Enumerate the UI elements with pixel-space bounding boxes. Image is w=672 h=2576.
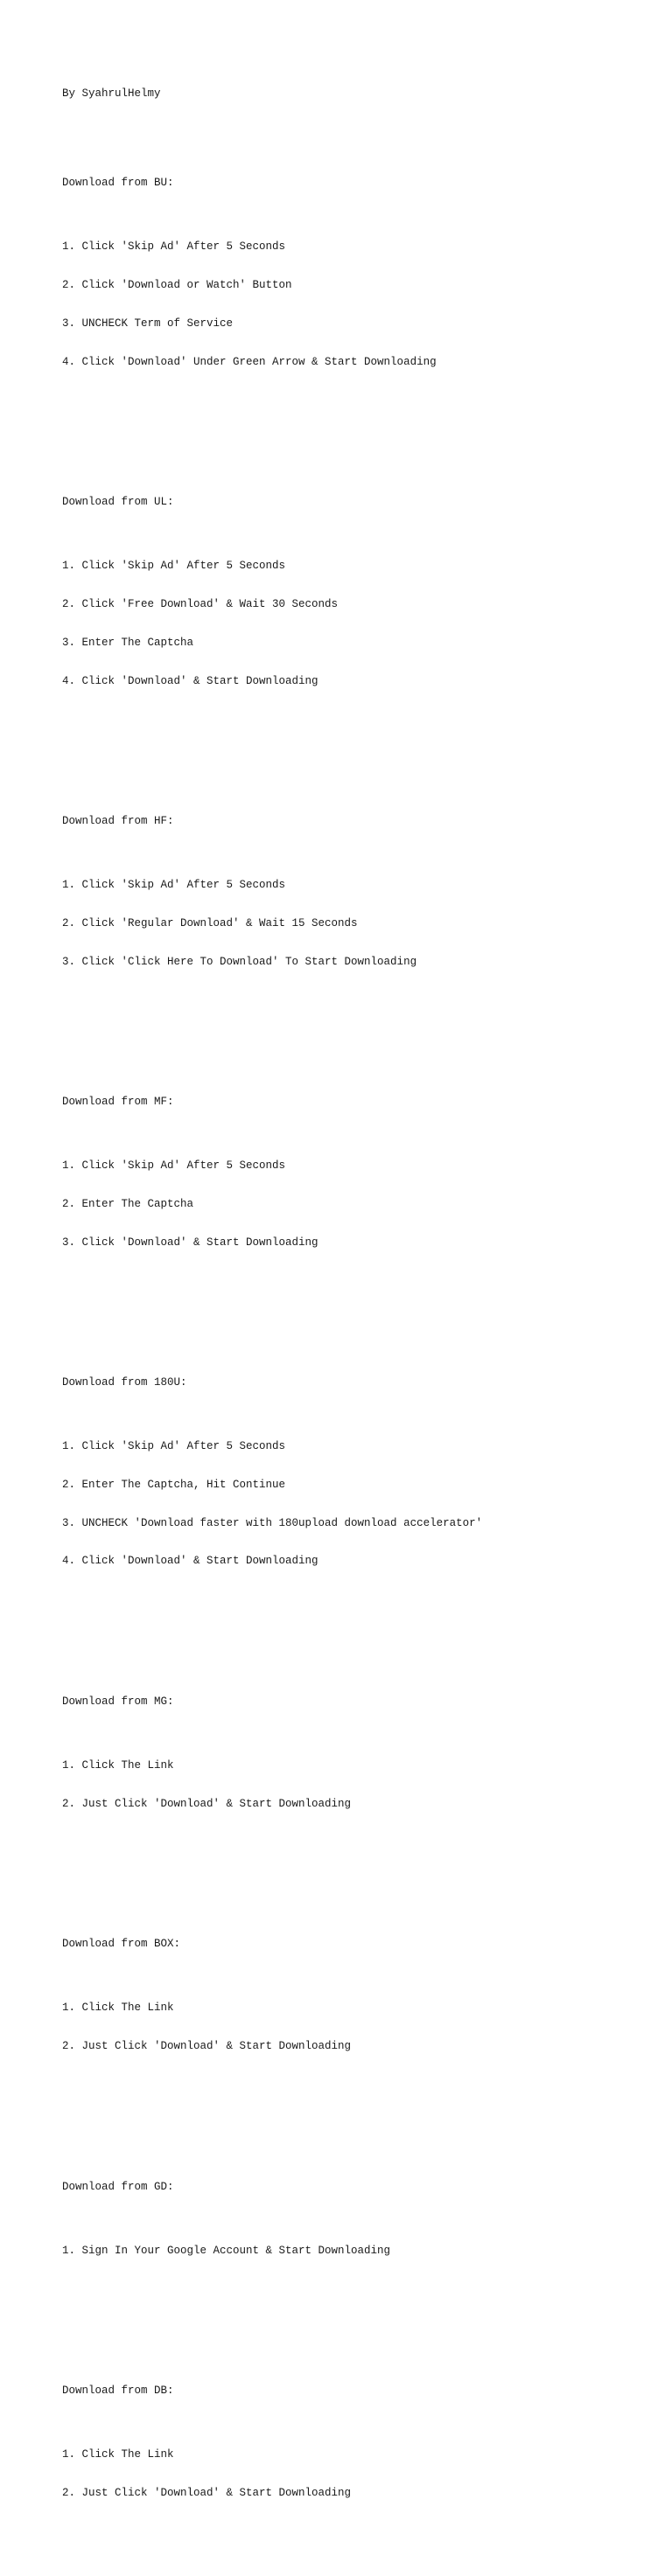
section-title: Download from BU:	[62, 177, 174, 190]
section-mf	[62, 1070, 657, 1300]
section-180u	[62, 1351, 657, 1619]
step-item: 1. Click 'Skip Ad' After 5 Seconds	[62, 1440, 286, 1453]
document-page	[62, 62, 657, 2576]
section-title: Download from UL:	[62, 496, 174, 509]
section-title: Download from BOX:	[62, 1938, 181, 1951]
step-item: 2. Enter The Captcha	[62, 1197, 194, 1210]
section-mg	[62, 1670, 657, 1862]
step-item: 3. Click 'Download' & Start Downloading	[62, 1236, 318, 1249]
step-item: 2. Just Click 'Download' & Start Downloading	[62, 2486, 352, 2499]
step-item: 2. Click 'Regular Download' & Wait 15 Seconds	[62, 916, 358, 929]
step-item: 2. Click 'Download or Watch' Button	[62, 279, 292, 292]
step-item: 1. Click The Link	[62, 1758, 174, 1772]
step-item: 3. Enter The Captcha	[62, 636, 194, 649]
step-item: 1. Click The Link	[62, 2002, 174, 2015]
step-list	[62, 1415, 657, 1593]
step-list	[62, 215, 657, 393]
step-item: 3. Click 'Click Here To Download' To Start Downloading	[62, 955, 417, 968]
step-list	[62, 1734, 657, 1836]
section-bu	[62, 151, 657, 419]
section-title: Download from MF:	[62, 1096, 174, 1109]
step-item: 1. Click 'Skip Ad' After 5 Seconds	[62, 1159, 286, 1173]
step-item: 2. Just Click 'Download' & Start Downloading	[62, 2040, 352, 2053]
section-hf	[62, 790, 657, 1020]
step-item: 1. Click 'Skip Ad' After 5 Seconds	[62, 560, 286, 573]
section-title: Download from HF:	[62, 815, 174, 828]
step-list	[62, 1134, 657, 1275]
section-title: Download from DB:	[62, 2385, 174, 2398]
step-list	[62, 534, 657, 713]
step-item: 2. Click 'Free Download' & Wait 30 Seconds	[62, 597, 339, 610]
section-title: Download from MG:	[62, 1695, 174, 1708]
section-db	[62, 2359, 657, 2551]
step-list	[62, 1976, 657, 2078]
section-box	[62, 1912, 657, 2104]
step-item: 3. UNCHECK Term of Service	[62, 317, 234, 330]
step-item: 1. Click 'Skip Ad' After 5 Seconds	[62, 240, 286, 254]
step-list	[62, 2218, 657, 2282]
author-line: By SyahrulHelmy	[62, 87, 161, 101]
step-item: 2. Enter The Captcha, Hit Continue	[62, 1478, 286, 1491]
section-title: Download from GD:	[62, 2180, 174, 2193]
step-item: 1. Click The Link	[62, 2448, 174, 2461]
step-item: 4. Click 'Download' & Start Downloading	[62, 674, 318, 687]
section-title: Download from 180U:	[62, 1376, 187, 1389]
step-item: 1. Sign In Your Google Account & Start Downloading	[62, 2244, 391, 2257]
step-item: 2. Just Click 'Download' & Start Downloading	[62, 1797, 352, 1810]
step-list	[62, 2423, 657, 2525]
step-item: 3. UNCHECK 'Download faster with 180upload download accelerator'	[62, 1516, 483, 1529]
section-ul	[62, 470, 657, 738]
section-gd	[62, 2155, 657, 2308]
step-item: 4. Click 'Download' & Start Downloading	[62, 1555, 318, 1568]
step-item: 4. Click 'Download' Under Green Arrow & Start Downloading	[62, 355, 437, 368]
step-item: 1. Click 'Skip Ad' After 5 Seconds	[62, 879, 286, 891]
step-list	[62, 853, 657, 994]
